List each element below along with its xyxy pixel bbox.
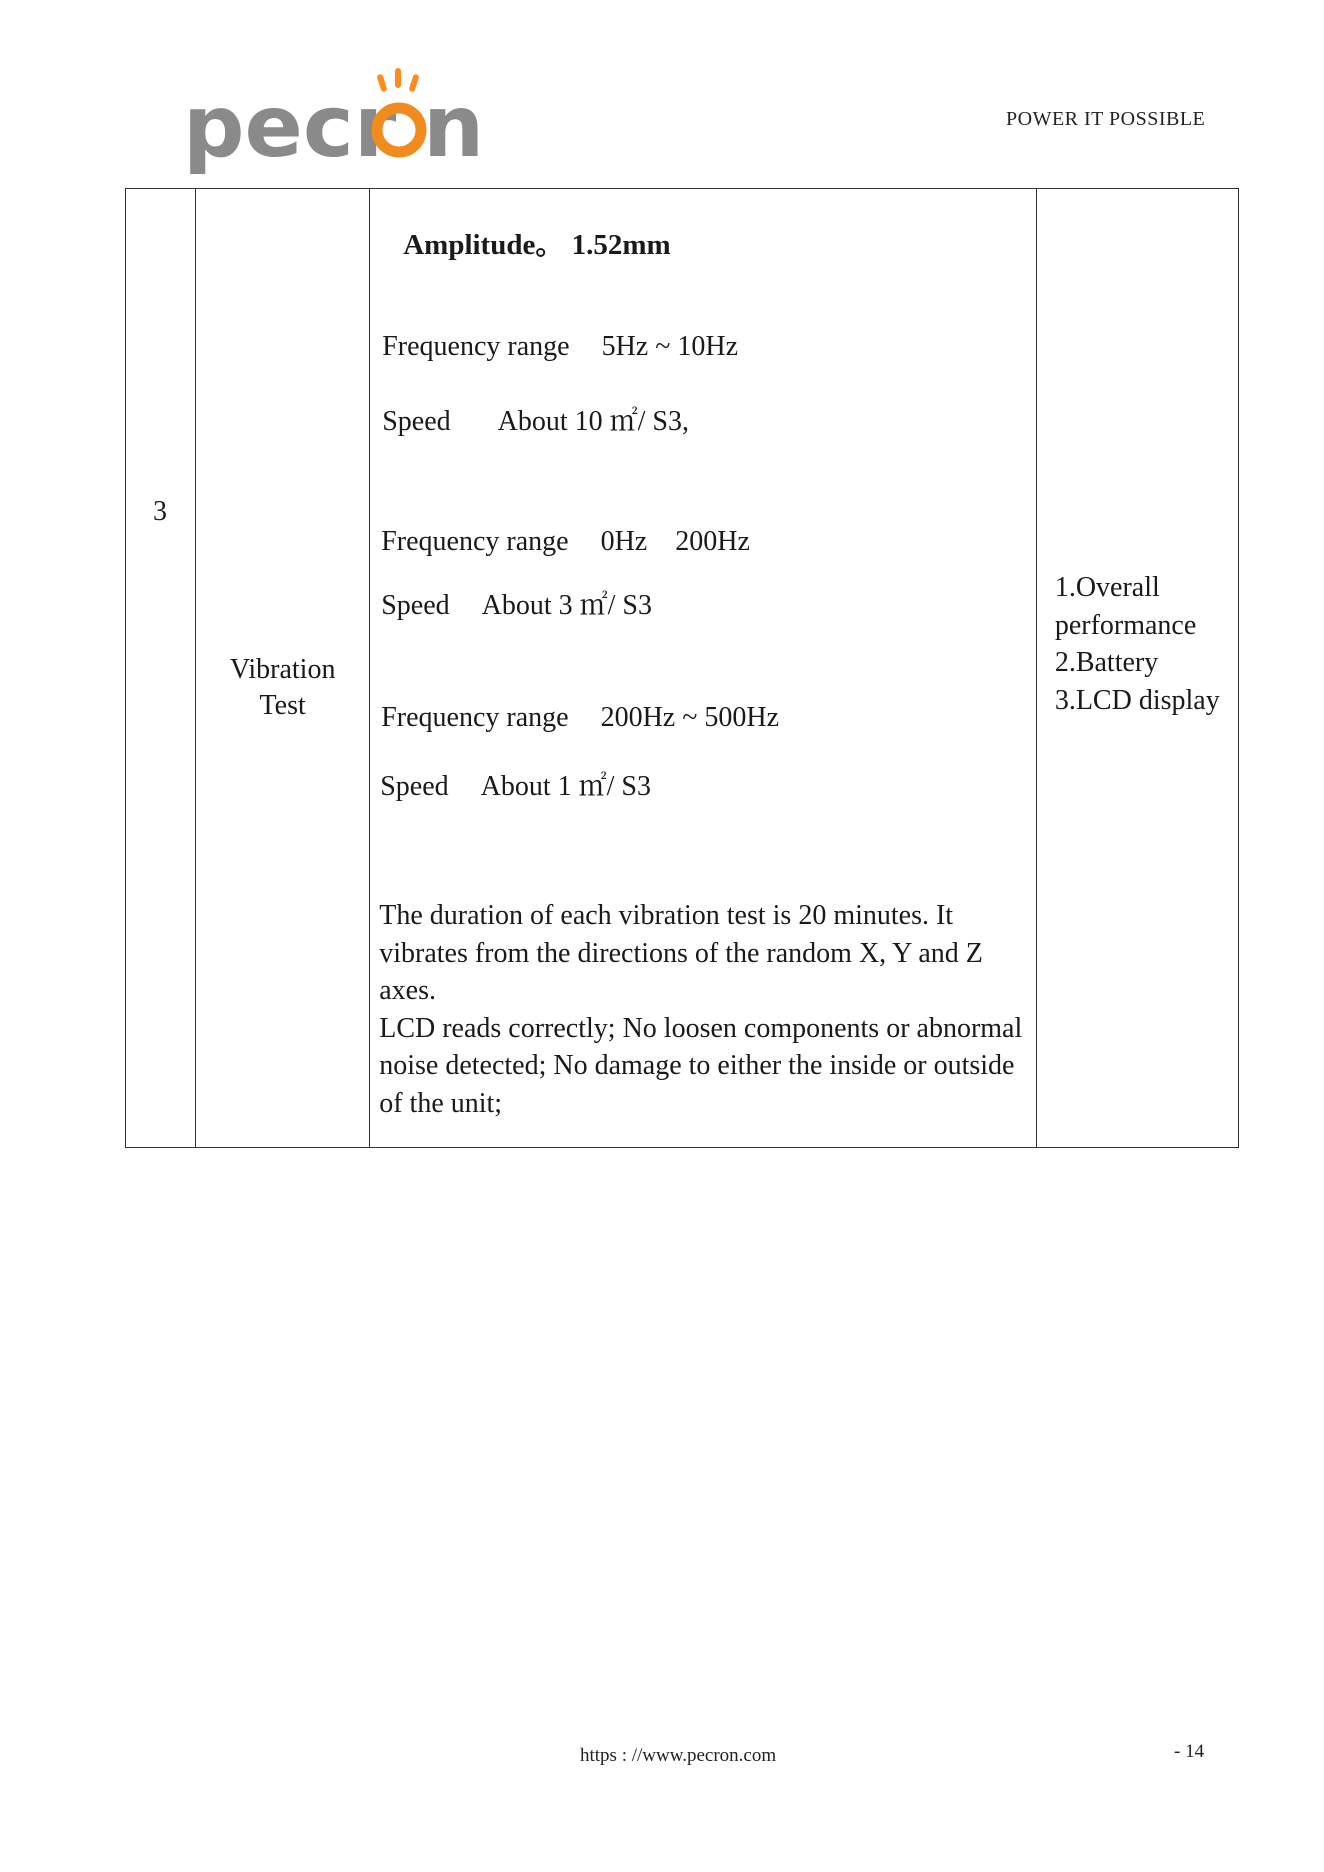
frequency-range-2: Frequency range 0Hz 200Hz <box>381 526 750 557</box>
check-items-cell <box>1036 189 1238 1148</box>
list-item: 1.Overall performance <box>1054 572 1197 641</box>
speed-2: Speed About 3 ㎡/ S3 <box>381 590 653 621</box>
table-row <box>126 189 1239 1148</box>
vibration-test-table <box>125 188 1239 1148</box>
row-number-cell <box>126 189 196 1148</box>
test-notes <box>379 897 1024 1122</box>
note-duration: The duration of each vibration test is 20 minutes. It vibrates from the directions of the random X, Y and Z axes. <box>379 900 983 1006</box>
tagline: POWER IT POSSIBLE <box>1006 108 1206 130</box>
note-result: LCD reads correctly; No loosen components or abnormal noise detected; No damage to either the inside or outside of the unit; <box>379 1012 1023 1119</box>
frequency-range-1: Frequency range 5Hz ~ 10Hz <box>382 331 739 362</box>
pecron-logo <box>183 56 485 186</box>
amplitude-text: Amplitude。 1.52mm <box>403 229 671 261</box>
page-number: - 14 <box>1174 1741 1205 1762</box>
item-cell <box>196 189 370 1148</box>
speed-1: Speed About 10 ㎡/ S3, <box>382 406 690 437</box>
footer-url: https : //www.pecron.com <box>580 1745 777 1766</box>
svg-text:n: n <box>423 77 485 177</box>
item-label: Vibration Test <box>229 654 336 722</box>
list-item: 3.LCD display <box>1054 684 1220 716</box>
svg-text:pecr: pecr <box>183 77 397 177</box>
speed-3: Speed About 1 ㎡/ S3 <box>380 771 652 802</box>
row-number: 3 <box>153 496 167 527</box>
check-items-list <box>1055 569 1238 719</box>
frequency-range-3: Frequency range 200Hz ~ 500Hz <box>381 702 780 733</box>
description-cell <box>370 189 1037 1148</box>
list-item: 2.Battery <box>1054 647 1159 678</box>
